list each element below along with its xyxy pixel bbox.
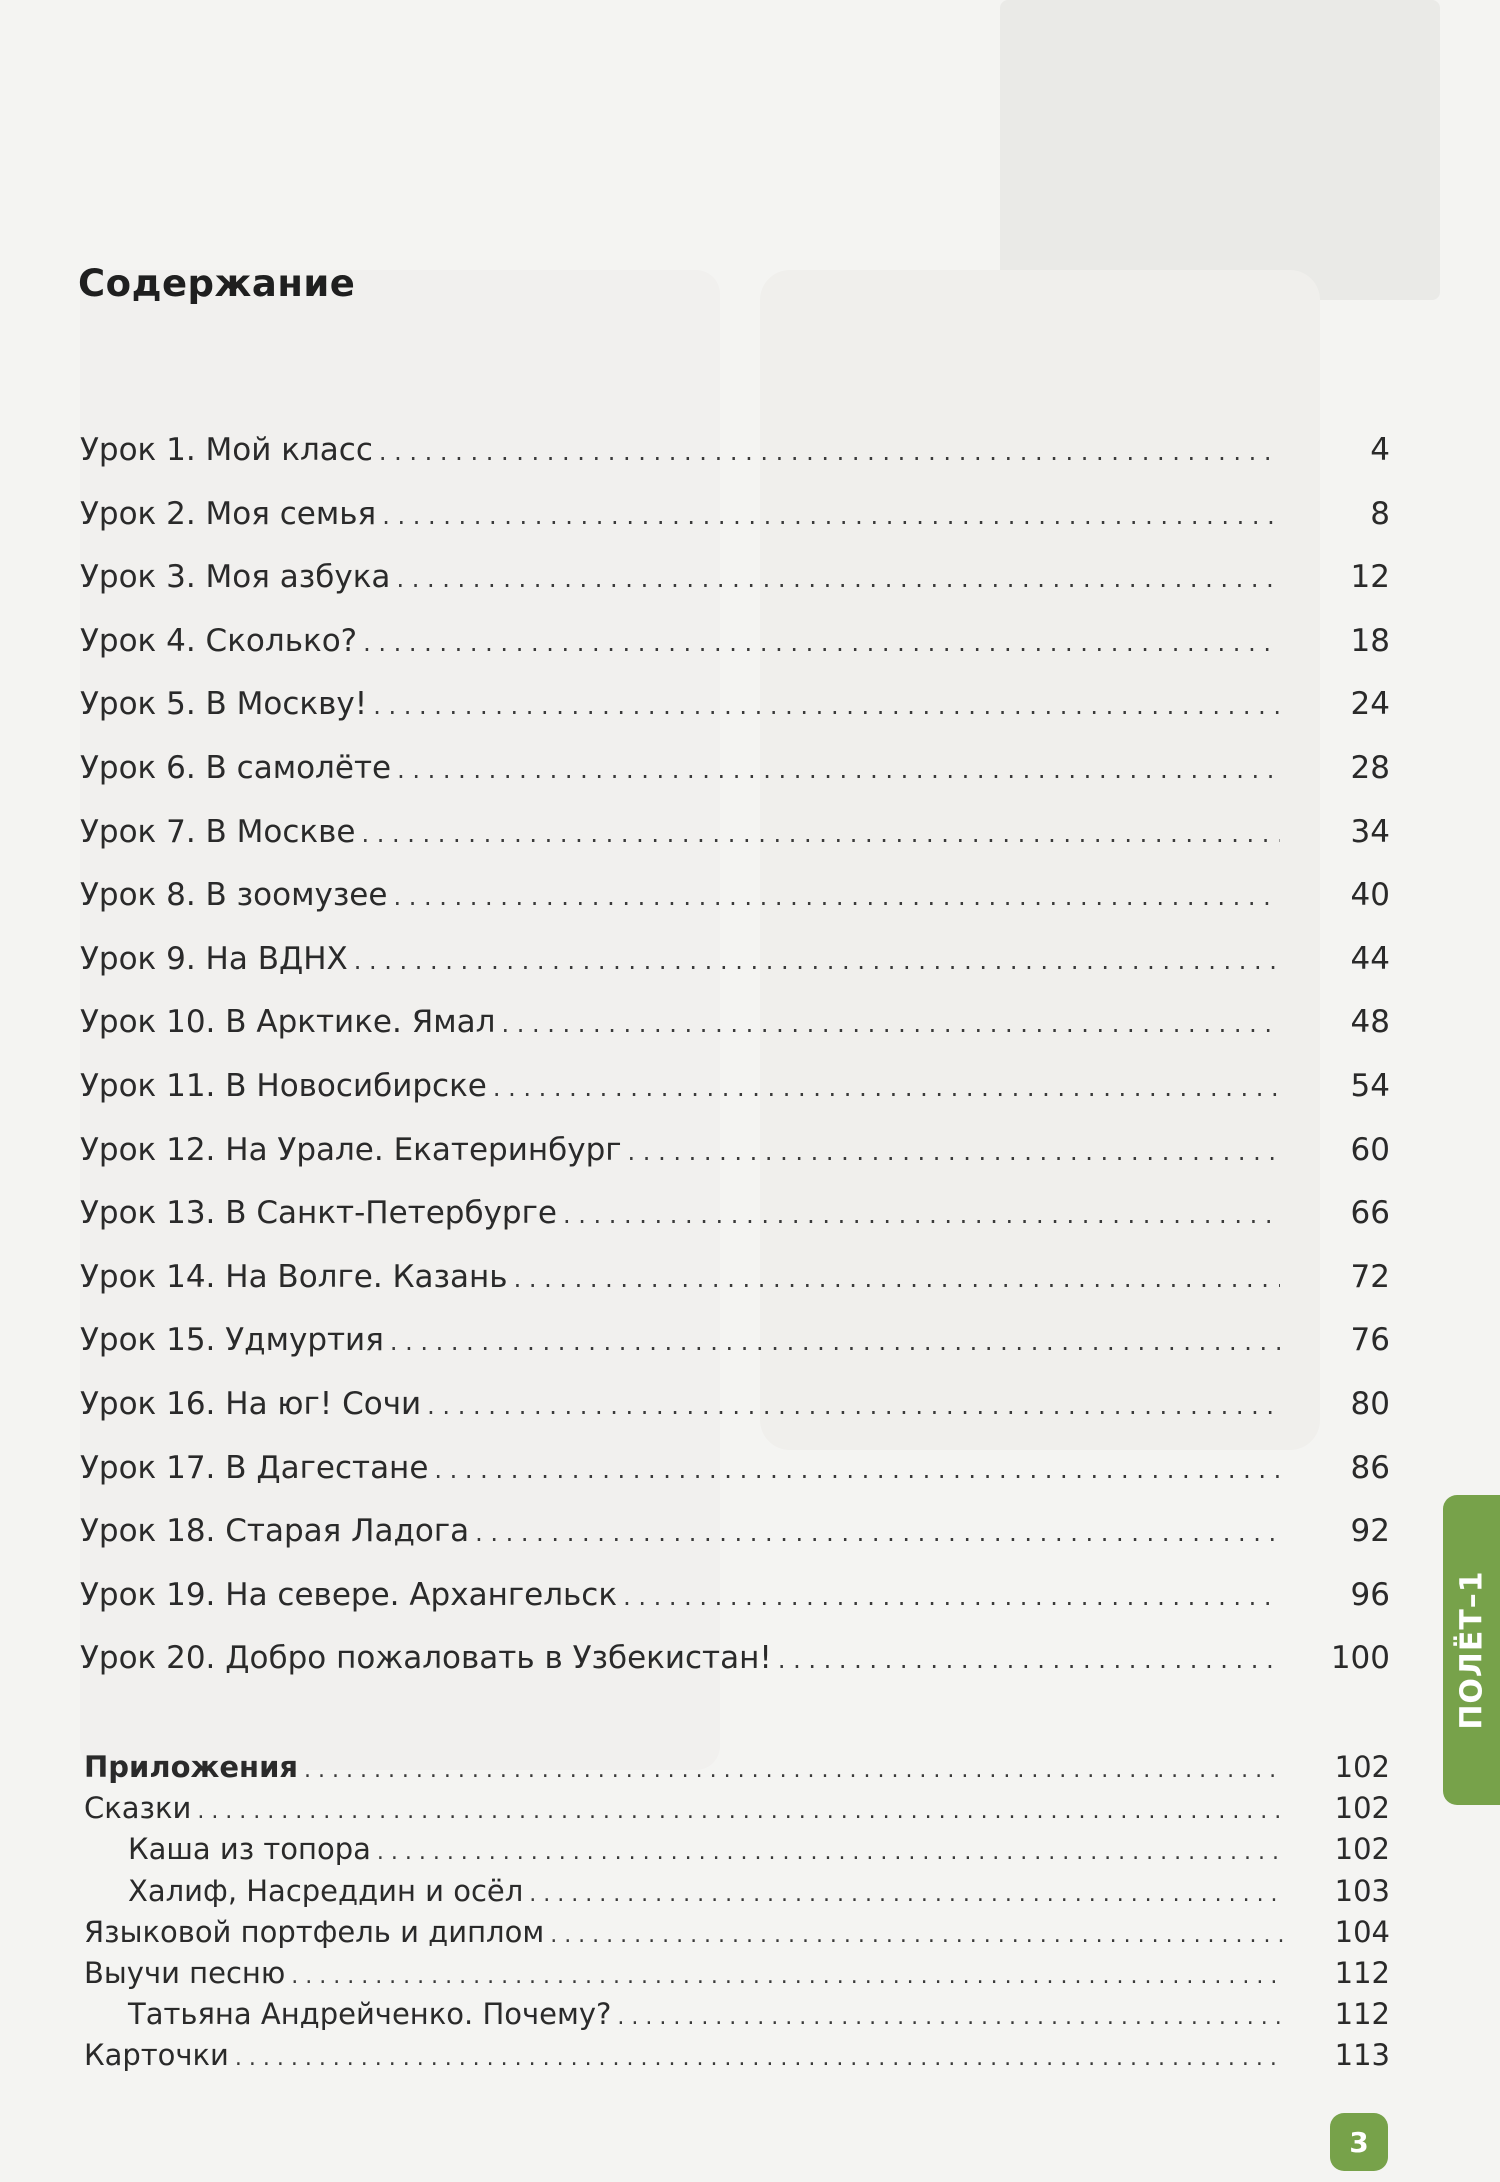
side-tab-label: ПОЛЁТ–1 — [1454, 1570, 1489, 1730]
leader-dots — [550, 1923, 1284, 1948]
leader-dots — [377, 1840, 1284, 1865]
toc-label: Урок 17. В Дагестане — [80, 1449, 429, 1486]
toc-label: Урок 20. Добро пожаловать в Узбекистан! — [80, 1640, 772, 1677]
appendix-row[interactable] — [84, 1915, 1390, 1955]
page-title: Содержание — [78, 262, 356, 305]
toc-row[interactable] — [80, 1195, 1390, 1245]
appendix-page: 104 — [1334, 1914, 1390, 1949]
appendix-label: Сказки — [84, 1791, 192, 1826]
toc-label: Урок 4. Сколько? — [80, 622, 358, 659]
toc-label: Урок 12. На Урале. Екатеринбург — [80, 1131, 622, 1168]
toc-label: Урок 8. В зоомузее — [80, 877, 388, 914]
leader-dots — [434, 1456, 1280, 1484]
toc-page: 48 — [1350, 1004, 1390, 1041]
toc-row[interactable] — [80, 1322, 1390, 1372]
leader-dots — [363, 629, 1280, 657]
appendix-label: Каша из топора — [128, 1832, 371, 1867]
page-number-badge: 3 — [1330, 2113, 1388, 2171]
leader-dots — [628, 1138, 1280, 1166]
toc-page: 100 — [1330, 1640, 1390, 1677]
leader-dots — [373, 692, 1280, 720]
toc-label: Урок 1. Мой класс — [80, 432, 373, 468]
toc-label: Урок 2. Моя семья — [80, 495, 377, 532]
leader-dots — [563, 1201, 1280, 1229]
appendix-label: Карточки — [84, 2038, 229, 2073]
appendix-row[interactable] — [84, 1956, 1390, 1996]
toc-page: 96 — [1350, 1576, 1390, 1613]
leader-dots — [529, 1882, 1284, 1907]
toc-row[interactable] — [80, 1068, 1390, 1118]
toc-row[interactable] — [80, 1004, 1390, 1054]
toc-page: 76 — [1350, 1322, 1390, 1359]
toc-page: 54 — [1350, 1068, 1390, 1104]
toc-label: Урок 13. В Санкт-Петербурге — [80, 1195, 557, 1232]
leader-dots — [396, 565, 1280, 593]
toc-label: Урок 11. В Новосибирске — [80, 1068, 487, 1104]
leader-dots — [393, 883, 1280, 911]
toc-row[interactable] — [80, 496, 1390, 546]
leader-dots — [617, 2005, 1284, 2030]
toc-page: 60 — [1350, 1131, 1390, 1168]
toc-page: 4 — [1370, 432, 1390, 468]
leader-dots — [354, 947, 1280, 975]
appendix-page: 113 — [1334, 2038, 1390, 2073]
appendix-page: 102 — [1334, 1791, 1390, 1826]
toc-page: 72 — [1350, 1258, 1390, 1295]
leader-dots — [235, 2046, 1284, 2071]
toc-page: 40 — [1350, 877, 1390, 914]
toc-page: 18 — [1350, 622, 1390, 659]
toc-label: Урок 5. В Москву! — [80, 686, 368, 723]
leader-dots — [197, 1799, 1284, 1824]
leader-dots — [362, 820, 1281, 848]
appendix-page: 102 — [1334, 1750, 1390, 1784]
leader-dots — [493, 1074, 1280, 1102]
toc-label: Урок 7. В Москве — [80, 813, 356, 850]
toc-page: 12 — [1350, 559, 1390, 596]
leader-dots — [514, 1265, 1280, 1293]
leader-dots — [379, 438, 1280, 466]
leader-dots — [427, 1392, 1280, 1420]
leader-dots — [390, 1328, 1280, 1356]
leader-dots — [304, 1758, 1284, 1783]
appendix-label: Выучи песню — [84, 1956, 286, 1990]
appendix-label: Халиф, Насреддин и осёл — [128, 1873, 524, 1908]
toc-label: Урок 9. На ВДНХ — [80, 940, 348, 977]
toc-page: 28 — [1350, 750, 1390, 786]
appendix-row[interactable] — [84, 2038, 1390, 2078]
toc-label: Урок 19. На севере. Архангельск — [80, 1576, 618, 1613]
toc-row[interactable] — [80, 559, 1390, 609]
toc-row[interactable] — [80, 1386, 1390, 1436]
toc-row[interactable] — [80, 941, 1390, 991]
leader-dots — [501, 1010, 1280, 1038]
toc-row[interactable] — [80, 1640, 1390, 1690]
appendix-page: 112 — [1334, 1956, 1390, 1990]
leader-dots — [623, 1583, 1280, 1611]
appendix-page: 112 — [1334, 1997, 1390, 2032]
toc-label: Урок 6. В самолёте — [80, 750, 392, 786]
toc-row[interactable] — [80, 814, 1390, 864]
toc-page: 80 — [1350, 1386, 1390, 1422]
side-tab — [1443, 1495, 1500, 1805]
toc-row[interactable] — [80, 1132, 1390, 1182]
toc-label: Урок 10. В Арктике. Ямал — [80, 1004, 496, 1041]
toc-row[interactable] — [80, 432, 1390, 482]
toc-label: Урок 15. Удмуртия — [80, 1322, 384, 1359]
toc-page: 24 — [1350, 686, 1390, 723]
appendix-label: Приложения — [84, 1750, 299, 1784]
toc-row[interactable] — [80, 1450, 1390, 1500]
toc-page: 44 — [1350, 940, 1390, 977]
toc-page: 92 — [1350, 1513, 1390, 1550]
leader-dots — [291, 1964, 1284, 1989]
toc-row[interactable] — [80, 750, 1390, 800]
appendix-label: Татьяна Андрейченко. Почему? — [128, 1997, 612, 2032]
toc-page: 66 — [1350, 1195, 1390, 1232]
toc-row[interactable] — [80, 1577, 1390, 1627]
background-shape — [1000, 0, 1440, 300]
appendix-row[interactable] — [84, 1874, 1390, 1914]
toc-row[interactable] — [80, 877, 1390, 927]
leader-dots — [778, 1646, 1280, 1674]
toc-row[interactable] — [80, 1513, 1390, 1563]
appendix-row[interactable] — [84, 1750, 1390, 1790]
appendix-label: Языковой портфель и диплом — [84, 1914, 545, 1949]
toc-label: Урок 3. Моя азбука — [80, 559, 391, 596]
appendix-row[interactable] — [84, 1832, 1390, 1872]
toc-label: Урок 14. На Волге. Казань — [80, 1258, 508, 1295]
toc-page: 34 — [1350, 813, 1390, 850]
toc-row[interactable] — [80, 623, 1390, 673]
toc-page: 86 — [1350, 1449, 1390, 1486]
appendix-row[interactable] — [84, 1791, 1390, 1831]
toc-page: 8 — [1370, 495, 1390, 532]
appendix-page: 102 — [1334, 1832, 1390, 1867]
leader-dots — [397, 756, 1280, 784]
toc-label: Урок 18. Старая Ладога — [80, 1513, 470, 1550]
toc-row[interactable] — [80, 686, 1390, 736]
toc-row[interactable] — [80, 1259, 1390, 1309]
appendix-page: 103 — [1334, 1873, 1390, 1908]
leader-dots — [475, 1519, 1280, 1547]
toc-label: Урок 16. На юг! Сочи — [80, 1386, 422, 1422]
appendix-row[interactable] — [84, 1997, 1390, 2037]
leader-dots — [382, 502, 1280, 530]
